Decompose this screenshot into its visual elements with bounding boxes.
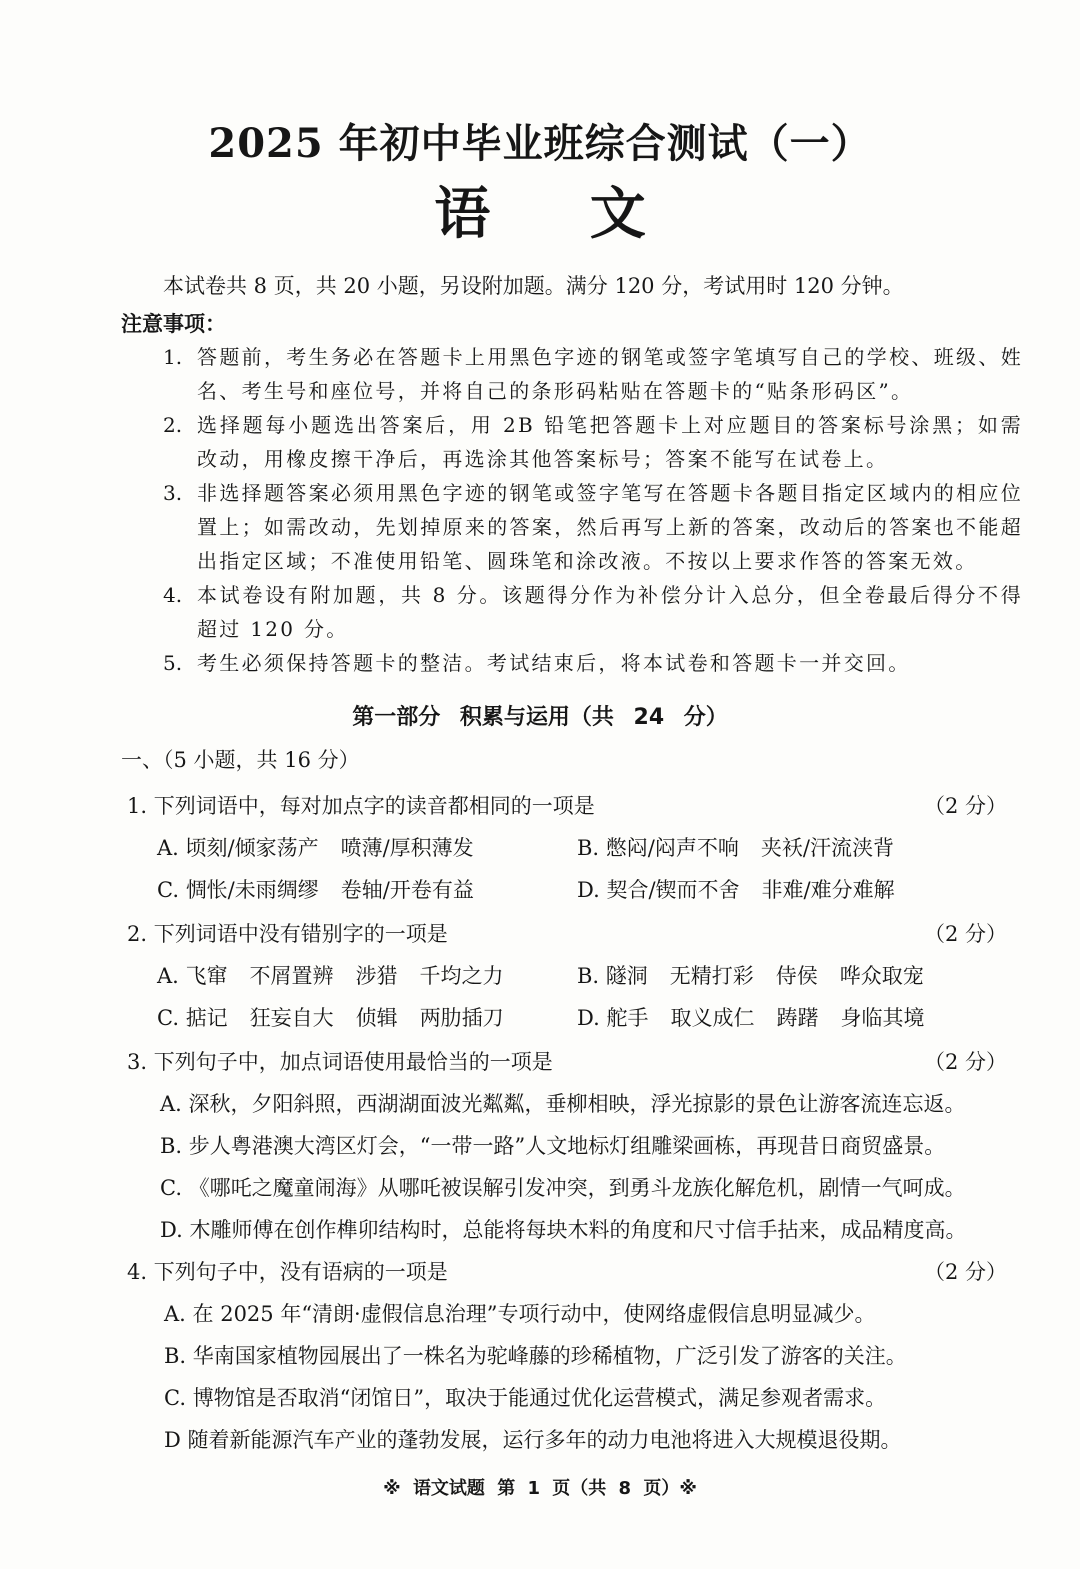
page-footer: ※ 语文试题 第 1 页（共 8 页）※ (383, 1478, 697, 1499)
exam-title: 2025 年初中毕业班综合测试（一） (208, 120, 872, 167)
option-b: B. 华南国家植物园展出了一株名为驼峰藤的珍稀植物，广泛引发了游客的关注。 (164, 1344, 907, 1368)
option-d: D. 木雕师傅在创作榫卯结构时，总能将每块木料的角度和尺寸信手拈来，成品精度高。 (160, 1218, 967, 1242)
option-c: C. 博物馆是否取消“闭馆日”，取决于能通过优化运营模式，满足参观者需求。 (164, 1386, 887, 1410)
notes-list (163, 340, 1023, 680)
option-d: D. 舵手 取义成仁 踌躇 身临其境 (577, 1006, 925, 1030)
option-b: B. 隧洞 无精打彩 侍侯 哗众取宠 (577, 964, 924, 988)
exam-intro: 本试卷共 8 页，共 20 小题，另设附加题。满分 120 分，考试用时 120 分钟。 (163, 274, 904, 298)
question-score: （2 分） (923, 794, 1007, 818)
note-item: 1. 答题前，考生务必在答题卡上用黑色字迹的钢笔或签字笔填写自己的学校、班级、姓名、考生号和座位号，并将自己的条形码粘贴在答题卡的“贴条形码区”。 (163, 345, 1023, 403)
option-a: A. 在 2025 年“清朗·虚假信息治理”专项行动中，使网络虚假信息明显减少。 (164, 1302, 876, 1326)
question-4-stem: 4. 下列句子中，没有语病的一项是 （2 分） (127, 1256, 1007, 1286)
option-c: C. 惆怅/未雨绸缪 卷轴/开卷有益 (157, 878, 474, 902)
part-heading: 第一部分 积累与运用（共 24 分） (352, 705, 728, 730)
subject-title: 语 文 (434, 181, 686, 247)
note-text: 本试卷设有附加题，共 8 分。该题得分作为补偿分计入总分，但全卷最后得分不得超过 120 分。 (197, 583, 1023, 641)
option-c: C. 《哪吒之魔童闹海》从哪吒被误解引发冲突，到勇斗龙族化解危机，剧情一气呵成。 (160, 1176, 966, 1200)
option-b: B. 憋闷/闷声不响 夹袄/汗流浃背 (577, 836, 894, 860)
question-1-stem: 1. 下列词语中，每对加点字的读音都相同的一项是 （2 分） (127, 790, 1007, 820)
note-text: 答题前，考生务必在答题卡上用黑色字迹的钢笔或签字笔填写自己的学校、班级、姓名、考生号和座位号，并将自己的条形码粘贴在答题卡的“贴条形码区”。 (197, 345, 1023, 403)
note-item: 5. 考生必须保持答题卡的整洁。考试结束后，将本试卷和答题卡一并交回。 (163, 651, 911, 675)
note-text: 考生必须保持答题卡的整洁。考试结束后，将本试卷和答题卡一并交回。 (197, 651, 911, 675)
question-score: （2 分） (923, 922, 1007, 946)
note-item: 2. 选择题每小题选出答案后，用 2B 铅笔把答题卡上对应题目的答案标号涂黑；如需改动，用橡皮擦干净后，再选涂其他答案标号；答案不能写在试卷上。 (163, 413, 1023, 471)
note-item: 4. 本试卷设有附加题，共 8 分。该题得分作为补偿分计入总分，但全卷最后得分不得超过 120 分。 (163, 583, 1023, 641)
option-d: D 随着新能源汽车产业的蓬勃发展，运行多年的动力电池将进入大规模退役期。 (164, 1428, 902, 1452)
note-text: 选择题每小题选出答案后，用 2B 铅笔把答题卡上对应题目的答案标号涂黑；如需改动，用橡皮擦干净后，再选涂其他答案标号；答案不能写在试卷上。 (197, 413, 1023, 471)
question-score: （2 分） (923, 1050, 1007, 1074)
note-item: 3. 非选择题答案必须用黑色字迹的钢笔或签字笔写在答题卡各题目指定区域内的相应位置上；如需改动，先划掉原来的答案，然后再写上新的答案，改动后的答案也不能超出指定区域；不准使用铅笔、圆珠笔和涂改液。不按以上要求作答的答案无效。 (163, 481, 1023, 573)
option-d: D. 契合/锲而不舍 非难/难分难解 (577, 878, 895, 902)
note-text: 非选择题答案必须用黑色字迹的钢笔或签字笔写在答题卡各题目指定区域内的相应位置上；如需改动，先划掉原来的答案，然后再写上新的答案，改动后的答案也不能超出指定区域；不准使用铅笔、圆珠笔和涂改液。不按以上要求作答的答案无效。 (197, 481, 1023, 573)
option-a: A. 深秋，夕阳斜照，西湖湖面波光粼粼，垂柳相映，浮光掠影的景色让游客流连忘返。 (160, 1092, 966, 1116)
section-heading: 一、（5 小题，共 16 分） (121, 748, 360, 772)
option-a: A. 顷刻/倾家荡产 喷薄/厚积薄发 (157, 836, 474, 860)
question-score: （2 分） (923, 1260, 1007, 1284)
question-2-stem: 2. 下列词语中没有错别字的一项是 （2 分） (127, 918, 1007, 948)
question-3-stem: 3. 下列句子中，加点词语使用最恰当的一项是 （2 分） (127, 1046, 1007, 1076)
notes-label: 注意事项： (121, 312, 226, 336)
option-c: C. 掂记 狂妄自大 侦辑 两肋插刀 (157, 1006, 504, 1030)
option-b: B. 步人粤港澳大湾区灯会，“一带一路”人文地标灯组雕梁画栋，再现昔日商贸盛景。 (160, 1134, 946, 1158)
option-a: A. 飞窜 不屑置辨 涉猎 千均之力 (157, 964, 504, 988)
